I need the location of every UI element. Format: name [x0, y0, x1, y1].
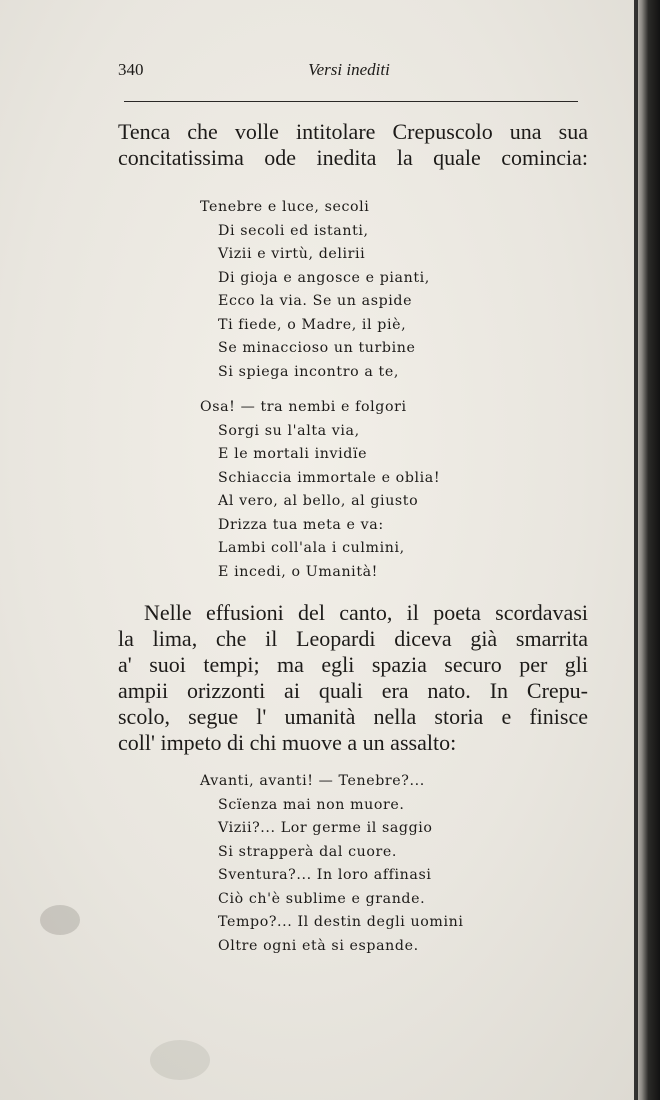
verse-line: Ti fiede, o Madre, il piè,	[218, 316, 407, 333]
verse-line: Lambi coll'ala i culmini,	[218, 540, 405, 556]
intro-line-2: concitatissima ode inedita la quale comincia:	[118, 145, 588, 170]
intro-paragraph	[118, 119, 588, 171]
verse-line: Ciò ch'è sublime e grande.	[218, 890, 426, 907]
verse-line: Al vero, al bello, al giusto	[218, 493, 419, 509]
poem-stanza-1	[200, 196, 430, 384]
paper-stain	[150, 1040, 210, 1080]
header-rule	[124, 101, 578, 102]
verse-line: Sorgi su l'alta via,	[218, 422, 360, 439]
paper-stain	[40, 905, 80, 935]
verse-line: Oltre ogni età si espande.	[218, 937, 419, 954]
intro-line-1: Tenca che volle intitolare Crepuscolo una sua	[118, 119, 588, 144]
verse-line: Se minaccioso un turbine	[218, 340, 416, 356]
commentary-line-5: scolo, segue l' umanità nella storia e finisce	[118, 704, 588, 729]
verse-line: Tempo?... Il destin degli uomini	[218, 914, 464, 930]
verse-line: Osa! — tra nembi e folgori	[200, 399, 407, 415]
verse-line: Si strapperà dal cuore.	[218, 843, 397, 860]
page-number: 340	[118, 60, 144, 79]
verse-line: Di secoli ed istanti,	[218, 222, 369, 239]
poem-stanza-3	[200, 770, 463, 958]
page-header	[118, 60, 580, 88]
commentary-line-2: la lima, che il Leopardi diceva già smarrita	[118, 626, 588, 651]
book-spine-edge	[634, 0, 638, 1100]
poem-stanza-2	[200, 396, 440, 584]
commentary-paragraph	[118, 600, 588, 756]
commentary-line-4: ampii orizzonti ai quali era nato. In Crepu-	[118, 678, 588, 703]
verse-line: Si spiega incontro a te,	[218, 363, 399, 380]
verse-line: E le mortali invidïe	[218, 446, 368, 462]
verse-line: Scïenza mai non muore.	[218, 796, 405, 813]
verse-line: Avanti, avanti! — Tenebre?...	[200, 773, 425, 789]
commentary-line-3: a' suoi tempi; ma egli spazia securo per gli	[118, 652, 588, 677]
commentary-line-6: coll' impeto di chi muove a un assalto:	[118, 730, 457, 755]
verse-line: Di gioja e angosce e pianti,	[218, 269, 430, 286]
commentary-line-1: Nelle effusioni del canto, il poeta scordavasi	[144, 600, 588, 625]
verse-line: E incedi, o Umanità!	[218, 563, 378, 580]
verse-line: Vizii e virtù, delirii	[218, 246, 366, 262]
verse-line: Vizii?... Lor germe il saggio	[218, 820, 433, 836]
verse-line: Schiaccia immortale e oblia!	[218, 469, 441, 486]
verse-line: Tenebre e luce, secoli	[200, 199, 370, 215]
running-title: Versi inediti	[308, 60, 390, 79]
verse-line: Ecco la via. Se un aspide	[218, 293, 413, 309]
verse-line: Drizza tua meta e va:	[218, 516, 384, 533]
verse-line: Sventura?... In loro affinasi	[218, 867, 432, 883]
